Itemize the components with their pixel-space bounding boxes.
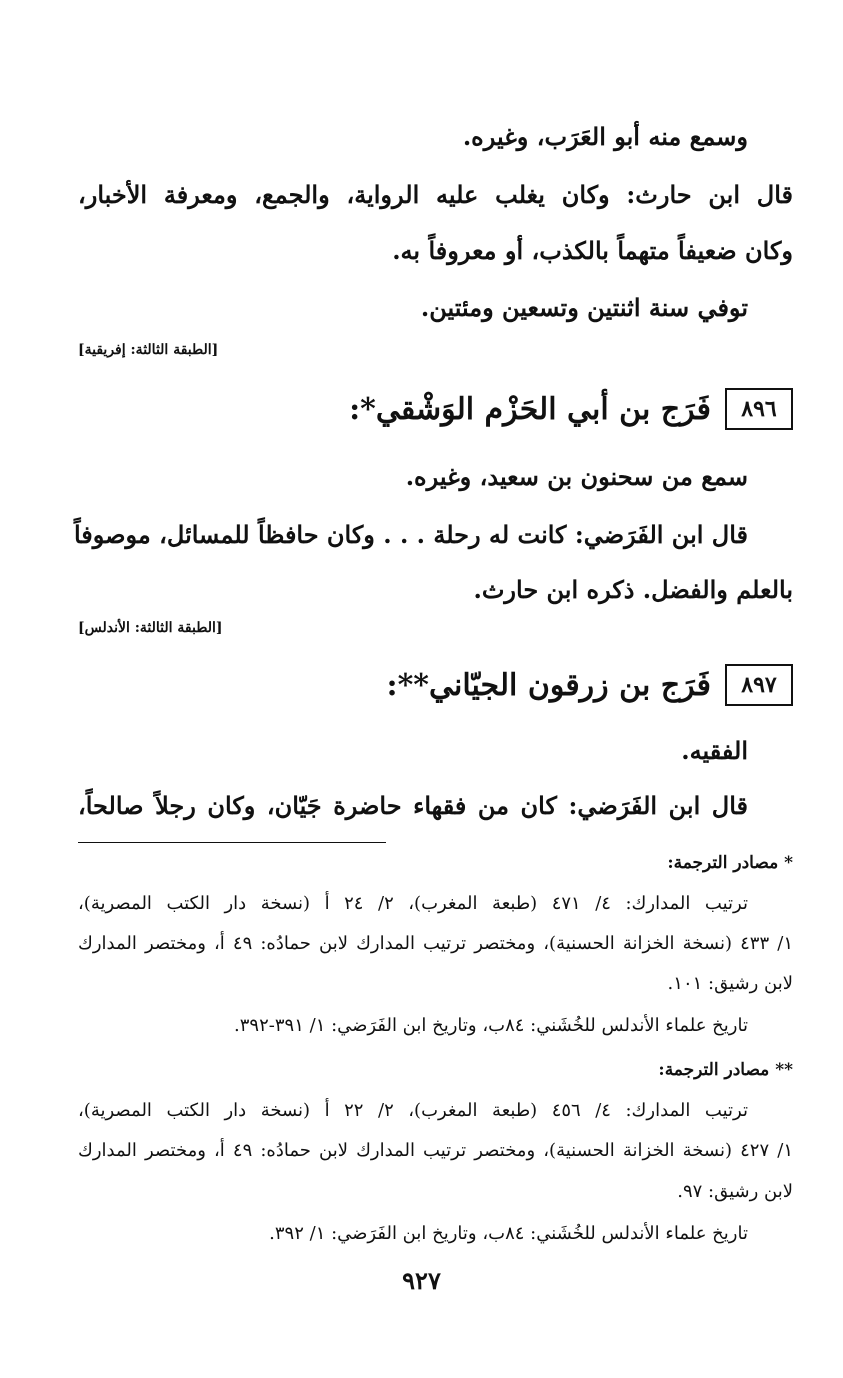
- footnote-heading: ** مصادر الترجمة:: [658, 1060, 793, 1080]
- body-line: وسمع منه أبو العَرَب، وغيره.: [462, 122, 748, 151]
- footnote-line: لابن رشيق: ٩٧.: [677, 1181, 793, 1202]
- body-line: قال ابن الفَرَضي: كان من فقهاء حاضرة جَيّان، وكان رجلاً صالحاً،: [78, 791, 748, 820]
- body-line: توفي سنة اثنتين وتسعين ومئتين.: [420, 293, 748, 322]
- footnote-line: ١/ ٤٣٣ (نسخة الخزانة الحسنية)، ومختصر ترتيب المدارك لابن حمادُه: ٤٩ أ، ومختصر المدارك: [78, 933, 793, 954]
- body-line: وكان ضعيفاً متهماً بالكذب، أو معروفاً به.: [392, 236, 793, 265]
- body-line: قال ابن الفَرَضي: كانت له رحلة . . . وكان حافظاً للمسائل، موصوفاً: [73, 520, 748, 549]
- class-tag: [الطبقة الثالثة: الأندلس]: [78, 620, 223, 636]
- page-number: ٩٢٧: [402, 1266, 441, 1295]
- entry-heading-896: [349, 388, 793, 430]
- body-line: الفقيه.: [681, 736, 748, 765]
- entry-title: فَرَج بن أبي الحَزْم الوَشْقي*:: [349, 391, 711, 427]
- footnote-heading: * مصادر الترجمة:: [667, 853, 793, 873]
- entry-number-box: ٨٩٦: [725, 388, 793, 430]
- entry-number-box: ٨٩٧: [725, 664, 793, 706]
- body-line: بالعلم والفضل. ذكره ابن حارث.: [473, 575, 793, 604]
- footnote-line: ترتيب المدارك: ٤/ ٤٥٦ (طبعة المغرب)، ٢/ ٢٢ أ (نسخة دار الكتب المصرية)،: [78, 1100, 748, 1121]
- body-line: سمع من سحنون بن سعيد، وغيره.: [405, 462, 748, 491]
- footnote-line: لابن رشيق: ١٠١.: [667, 973, 793, 994]
- body-line: قال ابن حارث: وكان يغلب عليه الرواية، والجمع، ومعرفة الأخبار،: [78, 180, 793, 209]
- footnote-line: تاريخ علماء الأندلس للخُشَني: ٨٤ب، وتاريخ ابن الفَرَضي: ١/ ٣٩١-٣٩٢.: [234, 1015, 748, 1036]
- entry-heading-897: [387, 664, 793, 706]
- footnote-line: ١/ ٤٢٧ (نسخة الخزانة الحسنية)، ومختصر ترتيب المدارك لابن حمادُه: ٤٩ أ، ومختصر المدارك: [78, 1140, 793, 1161]
- class-tag: [الطبقة الثالثة: إفريقية]: [78, 342, 219, 358]
- footnote-line: ترتيب المدارك: ٤/ ٤٧١ (طبعة المغرب)، ٢/ ٢٤ أ (نسخة دار الكتب المصرية)،: [78, 893, 748, 914]
- footnote-line: تاريخ علماء الأندلس للخُشَني: ٨٤ب، وتاريخ ابن الفَرَضي: ١/ ٣٩٢.: [269, 1223, 748, 1244]
- footnote-separator: [78, 842, 386, 843]
- entry-title: فَرَج بن زرقون الجيّاني**:: [386, 667, 711, 703]
